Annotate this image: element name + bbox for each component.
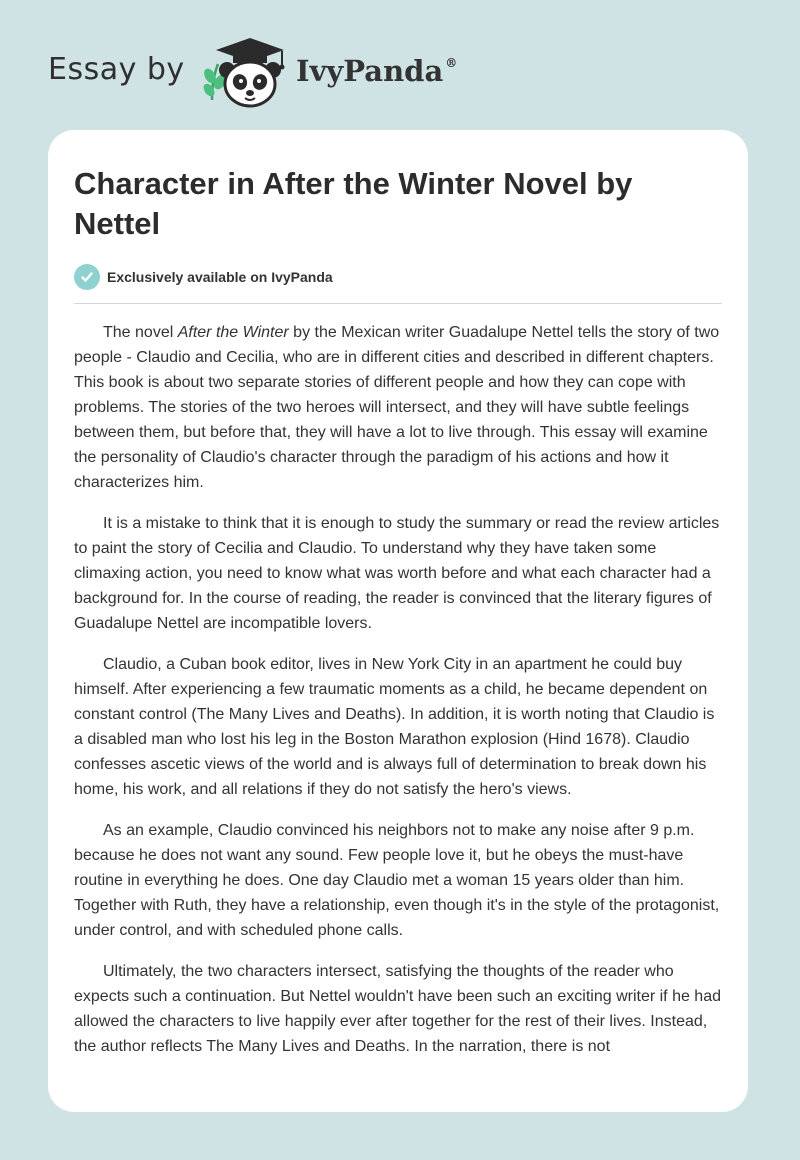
essay-card bbox=[48, 130, 748, 1112]
panda-logo-icon bbox=[200, 34, 296, 110]
book-title: After the Winter bbox=[177, 324, 289, 341]
paragraph: It is a mistake to think that it is enough to study the summary or read the review articles to paint the story of Cecilia and Claudio. To understand why they have taken some climaxing action, you need to know what was worth before and what each character had a background for. In the course of reading, the reader is convinced that the literary figures of Guadalupe Nettel are incompatible lovers. bbox=[74, 515, 720, 632]
brand-name[interactable] bbox=[296, 54, 457, 88]
site-header bbox=[0, 0, 800, 130]
essay-by-label: Essay by bbox=[48, 52, 185, 87]
paragraph bbox=[74, 320, 722, 495]
check-icon bbox=[74, 264, 100, 290]
paragraph-text-end: by the Mexican writer Guadalupe Nettel tells the story of two people - Claudio and Cecilia, who are in different cities and described in different chapters. This book is about two separate stories of different people and how they can cope with problems. The stories of the two heroes will intersect, and they will have subtle feelings between them, but before that, they will have a lot to live through. This essay will examine the personality of Claudio's character through the paradigm of his actions and how it characterizes him. bbox=[74, 324, 720, 491]
paragraph: Claudio, a Cuban book editor, lives in New York City in an apartment he could buy himself. After experiencing a few traumatic moments as a child, he became dependent on constant control (The Many Lives and Deaths). In addition, it is worth noting that Claudio is a disabled man who lost his leg in the Boston Marathon explosion (Hind 1678). Claudio confesses ascetic views of the world and is always full of determination to break down his home, his work, and all relations if they do not satisfy the hero's views. bbox=[74, 656, 715, 798]
exclusive-badge bbox=[74, 264, 333, 290]
trademark-symbol: ® bbox=[445, 56, 458, 70]
paragraph: Ultimately, the two characters intersect, satisfying the thoughts of the reader who expects such a continuation. But Nettel wouldn't have been such an exciting writer if he had allowed the characters to live happily ever after together for the rest of their lives. Instead, the author reflects The Many Lives and Deaths. In the narration, there is not bbox=[74, 963, 721, 1055]
brand-text: IvyPanda bbox=[296, 54, 444, 88]
paragraph: As an example, Claudio convinced his neighbors not to make any noise after 9 p.m. because he does not want any sound. Few people love it, but he obeys the must-have routine in everything he does. One day Claudio met a woman 15 years older than him. Together with Ruth, they have a relationship, even though it's in the style of the protagonist, under control, and with scheduled phone calls. bbox=[74, 822, 720, 939]
divider bbox=[74, 303, 722, 304]
essay-title: Character in After the Winter Novel by Nettel bbox=[74, 166, 633, 241]
essay-body bbox=[74, 320, 722, 1075]
badge-label: Exclusively available on IvyPanda bbox=[107, 269, 333, 285]
paragraph-text-start: The novel bbox=[103, 324, 178, 341]
